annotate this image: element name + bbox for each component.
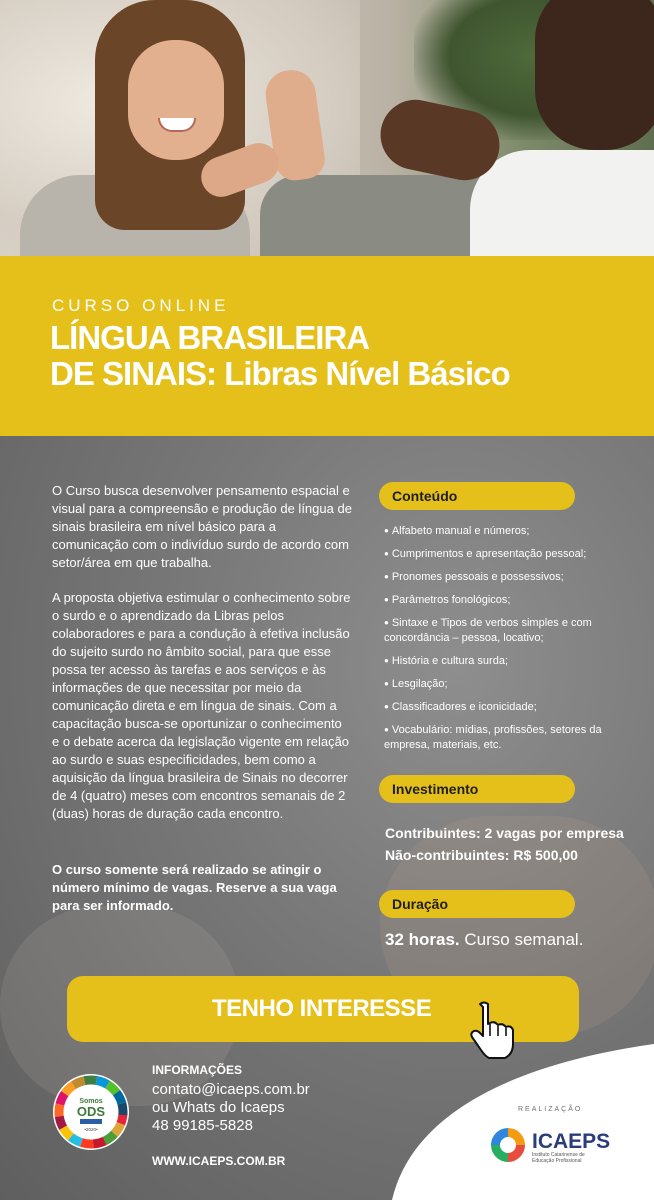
- org-name: ICAEPS: [532, 1130, 611, 1153]
- ods-badge-line1: Somos: [79, 1098, 103, 1105]
- interest-button[interactable]: TENHO INTERESSE: [67, 976, 579, 1042]
- contact-whats: ou Whats do Icaeps: [152, 1099, 285, 1116]
- photo-man-body: [470, 150, 654, 256]
- list-item: ● Cumprimentos e apresentação pessoal;: [384, 547, 649, 562]
- list-item: ● Sintaxe e Tipos de verbos simples e com concordância – pessoa, locativo;: [384, 616, 649, 646]
- ods-badge-icon: [52, 1073, 130, 1151]
- info-title: INFORMAÇÕES: [152, 1063, 242, 1077]
- duration-hours: 32 horas.: [385, 930, 460, 949]
- duration-text: [385, 930, 583, 950]
- ods-badge-line2: ODS: [76, 1104, 106, 1119]
- list-item: ● Pronomes pessoais e possessivos;: [384, 570, 649, 585]
- contact-email[interactable]: contato@icaeps.com.br: [152, 1081, 310, 1098]
- course-title-line1: LÍNGUA BRASILEIRA: [50, 319, 370, 356]
- investment-heading: Investimento: [379, 775, 575, 803]
- logo-panel: [392, 1044, 654, 1200]
- list-item: ● Classificadores e iconicidade;: [384, 700, 649, 715]
- description-paragraph: O Curso busca desenvolver pensamento espacial e visual para a compreensão e produção de língua de sinais brasileira em nível básico para a comunicação com o indivíduo surdo de acordo com setor/área em que trabalha.: [52, 483, 352, 570]
- contact-phone[interactable]: 48 99185-5828: [152, 1117, 253, 1134]
- realizacao-label: REALIZAÇÃO: [518, 1106, 583, 1113]
- icaeps-logo-icon: [489, 1126, 527, 1164]
- investment-details: [385, 822, 624, 866]
- list-item: ● Parâmetros fonológicos;: [384, 593, 649, 608]
- course-title: [50, 320, 610, 392]
- duration-frequency: Curso semanal.: [459, 930, 584, 949]
- investment-contributors: Contribuintes: 2 vagas por empresa: [385, 825, 624, 841]
- topic-list: [384, 524, 649, 761]
- content-heading: Conteúdo: [379, 482, 575, 510]
- org-full-name: Instituto Catarinense de Educação Profissional: [532, 1152, 585, 1164]
- duration-heading: Duração: [379, 890, 575, 918]
- list-item: ● História e cultura surda;: [384, 654, 649, 669]
- course-kicker: CURSO ONLINE: [52, 296, 230, 315]
- vacancy-notice: O curso somente será realizado se atingir o número mínimo de vagas. Reserve a sua vaga para ser informado.: [52, 862, 337, 913]
- description-paragraph: A proposta objetiva estimular o conhecimento sobre o surdo e o aprendizado da Libras pelos colaboradores e para a condução à efetiva inclusão do sujeito surdo no âmbito social, para que esse possa ter acesso às tarefas e aos serviços e às informações de que necessitar por meio da comunicação direta e em língua de sinais. Com a capacitação busca-se oportunizar o conhecimento e o debate acerca da legislação vigente em relação ao surdo e suas especificidades, bem como a aquisição da língua brasileira de Sinais no decorrer de 4 (quatro) meses com encontros semanais de 2 (duas) horas de duração cada encontro.: [52, 590, 351, 821]
- ods-badge-year: •2020•: [84, 1127, 98, 1132]
- photo-woman-face: [128, 40, 224, 160]
- title-band: [0, 256, 654, 436]
- list-item: ● Lesgilação;: [384, 677, 649, 692]
- list-item: ● Alfabeto manual e números;: [384, 524, 649, 539]
- list-item: ● Vocabulário: mídias, profissões, setores da empresa, materiais, etc.: [384, 723, 649, 753]
- website-link[interactable]: WWW.ICAEPS.COM.BR: [152, 1154, 286, 1168]
- photo-man-head: [535, 0, 654, 150]
- course-details: [0, 436, 654, 1200]
- course-title-line2: DE SINAIS: Libras Nível Básico: [50, 355, 510, 392]
- investment-non-contributors: Não-contribuintes: R$ 500,00: [385, 847, 578, 863]
- hero-photo: [0, 0, 654, 256]
